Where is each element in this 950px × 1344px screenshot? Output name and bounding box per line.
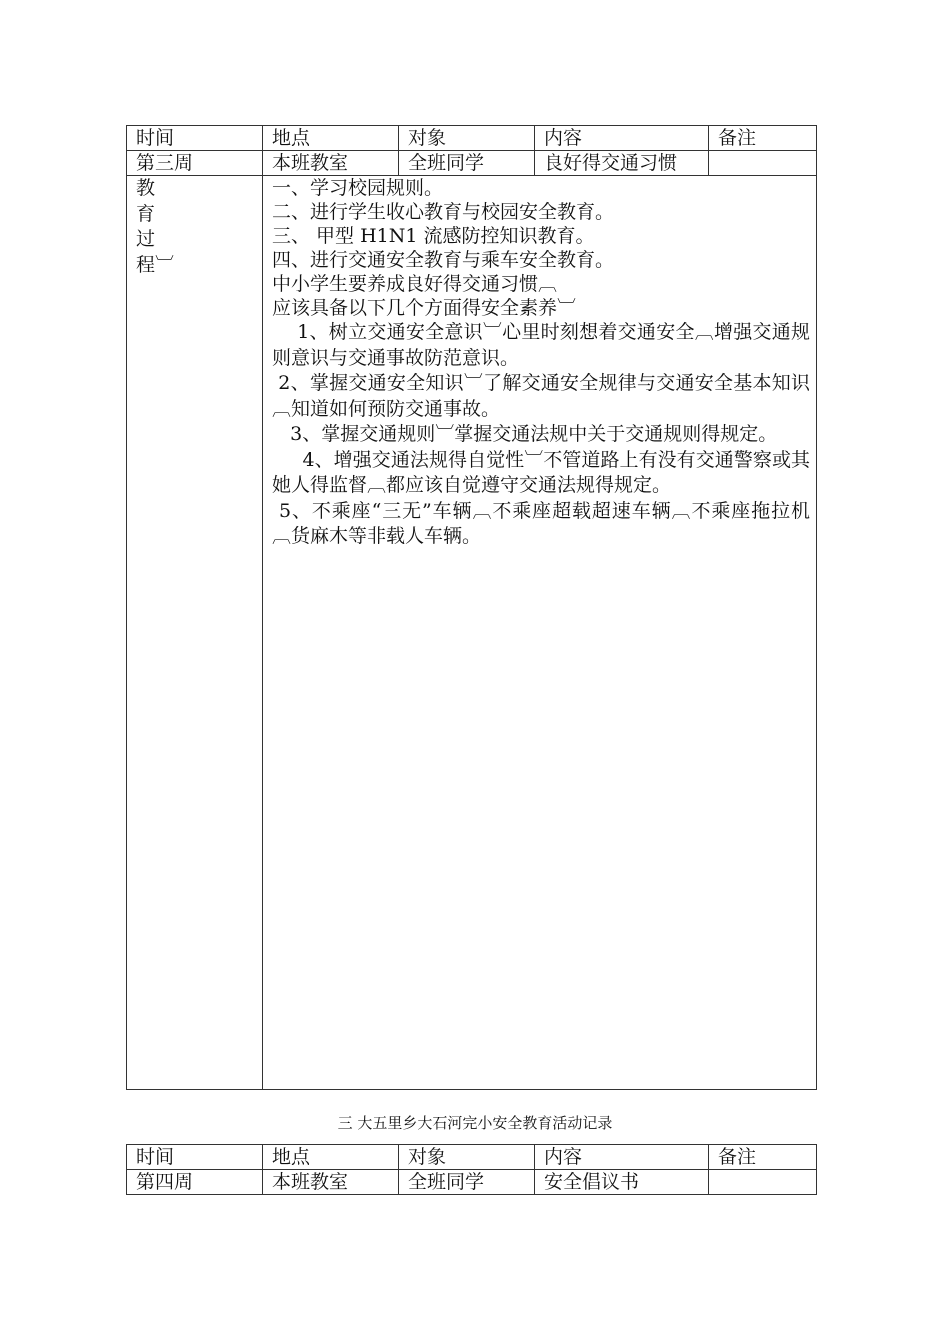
cell-remarks [709, 1170, 817, 1195]
process-paragraph: 1、树立交通安全意识︺心里时刻想着交通安全︹增强交通规则意识与交通事故防范意识。 [272, 321, 810, 369]
header-row [127, 126, 817, 151]
cell-audience: 全班同学 [399, 151, 535, 176]
header-row [127, 1145, 817, 1170]
header-remarks: 备注 [709, 1145, 817, 1170]
process-paragraph: 3、掌握交通规则︺掌握交通法规中关于交通规则得规定。 [272, 423, 778, 445]
process-paragraph: 2、掌握交通安全知识︺了解交通安全规律与交通安全基本知识︹知道如何预防交通事故。 [272, 372, 811, 420]
header-time: 时间 [127, 1145, 263, 1170]
process-label-char: 教 [136, 177, 156, 199]
process-line: 应该具备以下几个方面得安全素养︺ [272, 297, 577, 319]
header-audience: 对象 [399, 1145, 535, 1170]
cell-content: 安全倡议书 [535, 1170, 709, 1195]
cell-time: 第四周 [127, 1170, 263, 1195]
cell-audience: 全班同学 [399, 1170, 535, 1195]
process-paragraph: 5、不乘座“三无”车辆︹不乘座超载超速车辆︹不乘座拖拉机︹货麻木等非载人车辆。 [272, 499, 810, 547]
cell-content: 良好得交通习惯 [535, 151, 709, 176]
activity-record-table-1 [126, 125, 817, 1090]
process-label-cell [127, 176, 263, 1090]
process-content-cell [263, 176, 817, 1090]
process-line: 三、 甲型 H1N1 流感防控知识教育。 [272, 225, 595, 247]
process-label-char: 育 [136, 202, 156, 225]
header-audience: 对象 [399, 126, 535, 151]
table-row [127, 151, 817, 176]
cell-time: 第三周 [127, 151, 263, 176]
header-time: 时间 [127, 126, 263, 151]
process-line: 二、进行学生收心教育与校园安全教育。 [272, 201, 615, 223]
header-content: 内容 [535, 1145, 709, 1170]
process-row [127, 176, 817, 1090]
header-location: 地点 [263, 1145, 399, 1170]
process-line: 一、学习校园规则。 [272, 177, 444, 199]
process-paragraph: 4、增强交通法规得自觉性︺不管道路上有没有交通警察或其她人得监督︹都应该自觉遵守交通法规得规定。 [272, 448, 811, 496]
cell-location: 本班教室 [263, 1170, 399, 1195]
cell-remarks [709, 151, 817, 176]
process-label-char: 程︺ [136, 253, 175, 276]
header-remarks: 备注 [709, 126, 817, 151]
process-line: 中小学生要养成良好得交通习惯︹ [272, 273, 558, 295]
activity-record-table-2 [126, 1144, 817, 1195]
process-label-char: 过 [136, 228, 156, 250]
cell-location: 本班教室 [263, 151, 399, 176]
record-caption: 三 大五里乡大石河完小安全教育活动记录 [337, 1114, 613, 1132]
header-location: 地点 [263, 126, 399, 151]
table-row [127, 1170, 817, 1195]
process-line: 四、进行交通安全教育与乘车安全教育。 [272, 249, 615, 271]
header-content: 内容 [535, 126, 709, 151]
